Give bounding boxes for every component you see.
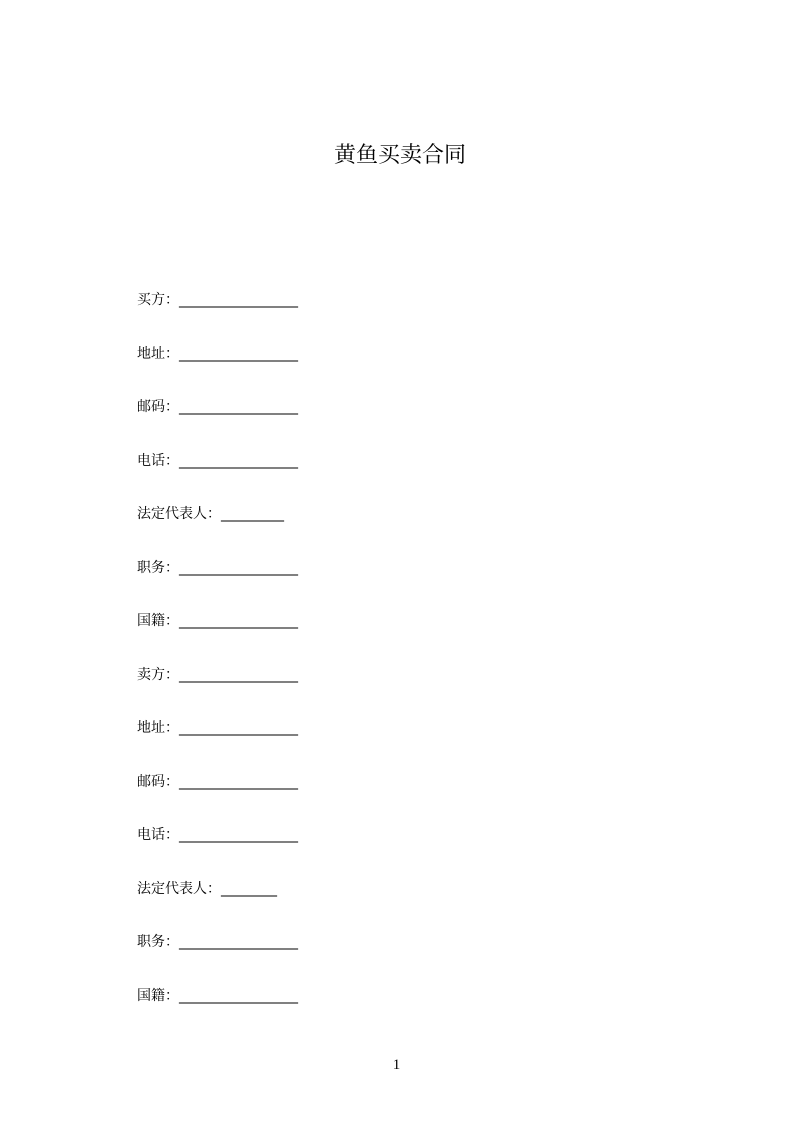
buyer-postal-code-field: 邮码：_________________ bbox=[137, 399, 298, 415]
buyer-nationality-field: 国籍：_________________ bbox=[137, 613, 298, 629]
seller-postal-code-field: 邮码：_________________ bbox=[137, 773, 298, 790]
seller-phone-field: 电话：_________________ bbox=[137, 827, 298, 843]
party-information-list bbox=[137, 290, 298, 1039]
seller-address-field: 地址：_________________ bbox=[137, 720, 298, 736]
buyer-address-field: 地址：_________________ bbox=[137, 345, 298, 362]
buyer-field: 买方：_________________ bbox=[137, 292, 298, 308]
seller-legal-representative-field: 法定代表人：________ bbox=[137, 880, 277, 897]
seller-field: 卖方：_________________ bbox=[137, 666, 298, 683]
buyer-legal-representative-field: 法定代表人：_________ bbox=[137, 506, 284, 522]
seller-position-field: 职务：_________________ bbox=[137, 934, 298, 950]
buyer-phone-field: 电话：_________________ bbox=[137, 452, 298, 469]
buyer-position-field: 职务：_________________ bbox=[137, 559, 298, 576]
page-number: 1 bbox=[392, 1057, 401, 1073]
document-title: 黄鱼买卖合同 bbox=[333, 143, 466, 168]
seller-nationality-field: 国籍：_________________ bbox=[137, 987, 298, 1004]
